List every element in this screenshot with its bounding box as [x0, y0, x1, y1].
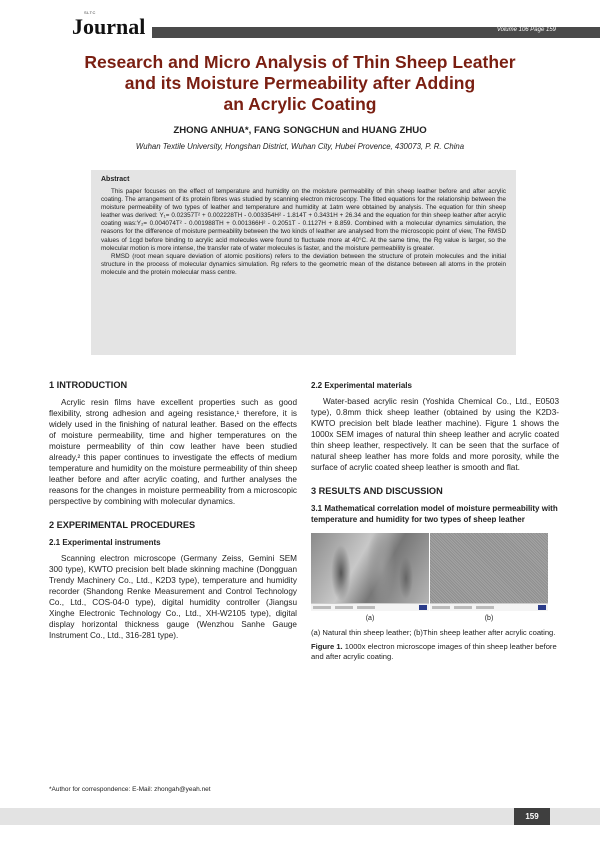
journal-logo [72, 10, 146, 39]
model-heading: 3.1 Mathematical correlation model of moisture permeability with temperature and humidity for two types of sheep leather [311, 504, 558, 524]
figure-subcaption: (a) Natural thin sheep leather; (b)Thin sheep leather after acrylic coating. [311, 628, 556, 637]
volume-page: Volume 106 Page 159 [496, 27, 556, 33]
affiliation: Wuhan Textile University, Hongshan District, Wuhan City, Hubei Provence, 430073, P. R. China [135, 142, 465, 151]
authors: ZHONG ANHUA*, FANG SONGCHUN and HUANG ZHUO [173, 125, 427, 136]
sem-image-natural [311, 533, 429, 603]
intro-text: Acrylic resin films have excellent properties such as good flexibility, strong adhesion and ageing resistance,¹ therefore, it is widely used in the finishing of natural leather. Based on the effects of moisture permeability, time and higher temperatures on the moisture permeability of thin cow leather have been studied already,² this paper continues to investigate the effects of medium temperature and humidity on the moisture permeability of thin sheep leather before and after acrylic coating, and further analyses the reasons for the changes in moisture permeability from a microscopic perspective by combining with molecular dynamics. [49, 398, 297, 506]
logo-text: Journal [72, 14, 146, 39]
instruments-text: Scanning electron microscope (Germany Zeiss, Gemini SEM 300 type), KWTO precision belt blade skinning machine (Dongguan Trendy Machinery Co., Ltd., K2D3 type), temperature and humidity recorder (Shandong Renke Measurement and Control Technology Co., Ltd., COS-04-0 type), digital humidity controller (Jiangsu Xinghe Electronic Technology Co., Ltd., XH-W2105 type), digital display horizontal thickness gauge (Wenzhou Sanhe Gauge Instrument Co., Ltd., 316-281 type). [49, 554, 297, 640]
figure-panel-b [430, 533, 548, 624]
materials-text: Water-based acrylic resin (Yoshida Chemical Co., Ltd., E0503 type), 0.8mm thick sheep leather (obtained by using the K2D3-KWTO precision belt blade leather machine). Figure 1 shows the 1000x SEM images of natural thin sheep leather and acrylic coated thin sheep leather, respectively. It can be seen that the surface of natural sheep leather has more folds and more porosity, while the surface of acrylic coated sheep leather is smooth and flat. [311, 397, 559, 472]
logo-small-text: SLTC [84, 10, 96, 15]
abstract-paragraph-1: This paper focuses on the effect of temperature and humidity on the moisture permeability of thin sheep leather before and after acrylic coating. The arrangement of its protein fibres was studied by scanning electron microscopy. The fitted equations for the relationship between the moisture permeability of two types of leather and temperature and humidity at 1atm were obtained by analysis. The equation for thin sheep leather was derived: Y₁= 0.02357T² + 0.002228TH - 0.003354H² - 1.814T + 0.3431H + 26.34 and the equation for thin sheep leather after acrylic coating was:Y₂= 0.004074T² - 0.001988TH + 0.001366H² - 0.2051T - 0.1127H + 8.859. Combined with a molecular dynamics simulation, the reasons for the difference of moisture permeability between the two kinds of leather are analysed from the microscopic point of view, The RMSD values of 1cgd before binding to acrylic acid molecules were found to fluctuate more at 40°C. At the same time, the Rg value is larger, so the molecular motion is more intense, the transfer rate of water molecules is faster, and the moisture permeability is greater. [101, 188, 506, 252]
title-line-3: an Acrylic Coating [223, 94, 377, 114]
results-heading: 3 RESULTS AND DISCUSSION [311, 486, 443, 496]
sem-info-bar-b [430, 603, 548, 611]
right-column [311, 380, 559, 662]
page-header [0, 0, 600, 44]
intro-heading: 1 INTRODUCTION [49, 380, 128, 390]
footer-bar [0, 808, 600, 825]
sem-info-bar-a [311, 603, 429, 611]
left-column [49, 380, 297, 654]
title-line-1: Research and Micro Analysis of Thin Sheep Leather [84, 52, 516, 72]
correspondence-footnote: *Author for correspondence: E-Mail: zhongah@yeah.net [49, 786, 211, 793]
abstract-heading: Abstract [101, 176, 130, 183]
experimental-heading: 2 EXPERIMENTAL PROCEDURES [49, 520, 196, 530]
materials-heading: 2.2 Experimental materials [311, 381, 412, 390]
title-line-2: and its Moisture Permeability after Adding [124, 73, 476, 93]
page-number: 159 [514, 808, 550, 825]
instruments-heading: 2.1 Experimental instruments [49, 538, 161, 547]
figure-label-b: (b) [484, 615, 494, 622]
figure-panel-a [311, 533, 429, 624]
figure-1 [311, 533, 549, 624]
figure-label-a: (a) [365, 615, 375, 622]
figure-caption-text: 1000x electron microscope images of thin sheep leather before and after acrylic coating. [311, 642, 557, 661]
paper-title [40, 52, 560, 115]
abstract-paragraph-2: RMSD (root mean square deviation of atomic positions) refers to the deviation between the structure of protein molecules and the initial structure in the process of molecular dynamics simulation. Rg refers to the geometric mean of the distance between all atoms in the protein molecule and the protein molecular mass centre. [101, 252, 506, 276]
figure-caption-label: Figure 1. [311, 642, 343, 651]
abstract-box [91, 170, 516, 355]
sem-image-coated [430, 533, 548, 603]
figure-caption [311, 642, 559, 662]
